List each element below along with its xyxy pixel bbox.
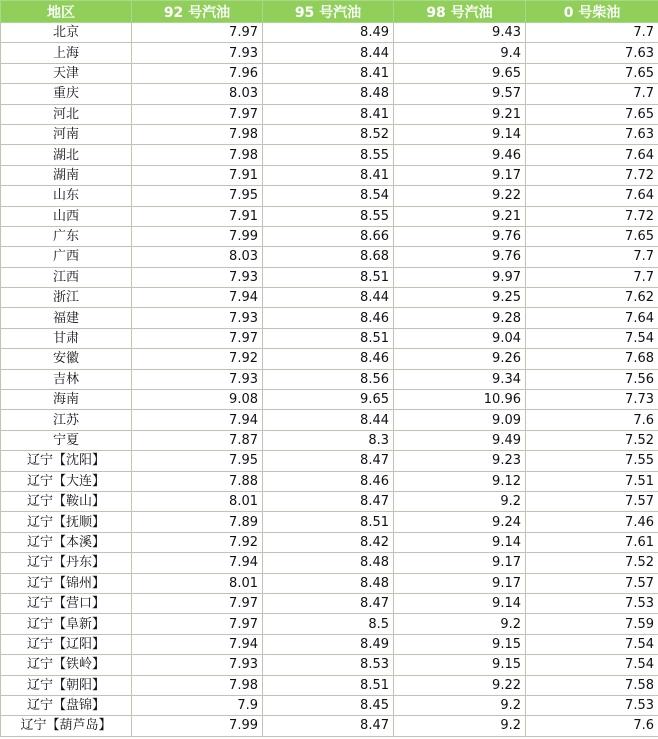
price-diesel-cell: 7.56 — [526, 369, 658, 389]
region-cell: 辽宁【鞍山】 — [1, 491, 132, 511]
price-98-cell: 9.17 — [394, 573, 526, 593]
region-cell: 山东 — [1, 186, 132, 206]
price-98-cell: 9.14 — [394, 532, 526, 552]
price-diesel-cell: 7.68 — [526, 349, 658, 369]
table-row — [1, 145, 658, 165]
region-cell: 海南 — [1, 390, 132, 410]
price-diesel-cell: 7.62 — [526, 288, 658, 308]
table-row — [1, 43, 658, 63]
price-diesel-cell: 7.73 — [526, 390, 658, 410]
price-92-cell: 7.94 — [132, 634, 263, 654]
region-cell: 福建 — [1, 308, 132, 328]
price-98-cell: 9.14 — [394, 593, 526, 613]
price-diesel-cell: 7.65 — [526, 226, 658, 246]
price-95-cell: 8.48 — [263, 553, 394, 573]
header-92-gasoline: 92 号汽油 — [132, 1, 263, 23]
table-row — [1, 206, 658, 226]
price-92-cell: 7.91 — [132, 206, 263, 226]
price-95-cell: 8.44 — [263, 410, 394, 430]
region-cell: 辽宁【盘锦】 — [1, 695, 132, 715]
price-98-cell: 9.25 — [394, 288, 526, 308]
price-92-cell: 7.97 — [132, 614, 263, 634]
table-row — [1, 328, 658, 348]
price-95-cell: 8.66 — [263, 226, 394, 246]
price-92-cell: 7.98 — [132, 675, 263, 695]
price-92-cell: 7.99 — [132, 226, 263, 246]
table-row — [1, 186, 658, 206]
price-95-cell: 8.48 — [263, 573, 394, 593]
price-92-cell: 8.01 — [132, 573, 263, 593]
price-92-cell: 7.94 — [132, 410, 263, 430]
price-diesel-cell: 7.55 — [526, 451, 658, 471]
region-cell: 甘肃 — [1, 328, 132, 348]
price-98-cell: 9.14 — [394, 124, 526, 144]
header-row — [1, 1, 658, 23]
region-cell: 辽宁【铁岭】 — [1, 655, 132, 675]
header-95-gasoline: 95 号汽油 — [263, 1, 394, 23]
table-row — [1, 390, 658, 410]
price-diesel-cell: 7.7 — [526, 247, 658, 267]
table-row — [1, 573, 658, 593]
region-cell: 河南 — [1, 124, 132, 144]
price-92-cell: 7.99 — [132, 716, 263, 736]
price-98-cell: 9.04 — [394, 328, 526, 348]
price-diesel-cell: 7.57 — [526, 573, 658, 593]
region-cell: 辽宁【营口】 — [1, 593, 132, 613]
table-row — [1, 675, 658, 695]
price-98-cell: 9.23 — [394, 451, 526, 471]
region-cell: 广西 — [1, 247, 132, 267]
table-row — [1, 23, 658, 43]
price-92-cell: 8.03 — [132, 84, 263, 104]
price-92-cell: 7.97 — [132, 593, 263, 613]
table-row — [1, 124, 658, 144]
price-diesel-cell: 7.54 — [526, 634, 658, 654]
table-row — [1, 655, 658, 675]
price-92-cell: 7.98 — [132, 145, 263, 165]
price-98-cell: 9.28 — [394, 308, 526, 328]
price-92-cell: 8.01 — [132, 491, 263, 511]
price-95-cell: 8.49 — [263, 634, 394, 654]
price-diesel-cell: 7.54 — [526, 328, 658, 348]
price-98-cell: 9.24 — [394, 512, 526, 532]
table-row — [1, 716, 658, 736]
price-92-cell: 7.96 — [132, 63, 263, 83]
price-95-cell: 8.47 — [263, 451, 394, 471]
price-95-cell: 8.5 — [263, 614, 394, 634]
price-diesel-cell: 7.46 — [526, 512, 658, 532]
price-diesel-cell: 7.57 — [526, 491, 658, 511]
price-98-cell: 9.22 — [394, 675, 526, 695]
region-cell: 辽宁【朝阳】 — [1, 675, 132, 695]
table-row — [1, 614, 658, 634]
price-98-cell: 9.57 — [394, 84, 526, 104]
table-row — [1, 63, 658, 83]
price-92-cell: 7.87 — [132, 430, 263, 450]
price-92-cell: 7.97 — [132, 328, 263, 348]
price-92-cell: 9.08 — [132, 390, 263, 410]
header-0-diesel: 0 号柴油 — [526, 1, 658, 23]
price-95-cell: 8.47 — [263, 491, 394, 511]
table-header — [1, 1, 658, 23]
price-98-cell: 9.15 — [394, 634, 526, 654]
price-92-cell: 7.88 — [132, 471, 263, 491]
price-98-cell: 9.21 — [394, 206, 526, 226]
table-body — [1, 23, 658, 737]
table-row — [1, 104, 658, 124]
price-98-cell: 10.96 — [394, 390, 526, 410]
price-98-cell: 9.2 — [394, 491, 526, 511]
table-row — [1, 226, 658, 246]
price-95-cell: 8.51 — [263, 675, 394, 695]
region-cell: 安徽 — [1, 349, 132, 369]
region-cell: 辽宁【大连】 — [1, 471, 132, 491]
price-diesel-cell: 7.51 — [526, 471, 658, 491]
price-92-cell: 7.93 — [132, 655, 263, 675]
price-92-cell: 7.93 — [132, 308, 263, 328]
price-95-cell: 8.44 — [263, 288, 394, 308]
price-diesel-cell: 7.61 — [526, 532, 658, 552]
price-95-cell: 8.41 — [263, 104, 394, 124]
price-98-cell: 9.12 — [394, 471, 526, 491]
price-diesel-cell: 7.65 — [526, 104, 658, 124]
table-row — [1, 349, 658, 369]
region-cell: 辽宁【葫芦岛】 — [1, 716, 132, 736]
price-95-cell: 8.56 — [263, 369, 394, 389]
region-cell: 湖南 — [1, 165, 132, 185]
price-92-cell: 7.92 — [132, 349, 263, 369]
price-diesel-cell: 7.58 — [526, 675, 658, 695]
price-95-cell: 8.42 — [263, 532, 394, 552]
price-diesel-cell: 7.72 — [526, 206, 658, 226]
region-cell: 江苏 — [1, 410, 132, 430]
price-95-cell: 8.3 — [263, 430, 394, 450]
price-diesel-cell: 7.7 — [526, 23, 658, 43]
price-diesel-cell: 7.52 — [526, 430, 658, 450]
header-98-gasoline: 98 号汽油 — [394, 1, 526, 23]
table-row — [1, 491, 658, 511]
table-row — [1, 369, 658, 389]
region-cell: 北京 — [1, 23, 132, 43]
price-92-cell: 7.93 — [132, 43, 263, 63]
table-row — [1, 532, 658, 552]
table-row — [1, 451, 658, 471]
price-92-cell: 7.97 — [132, 104, 263, 124]
price-diesel-cell: 7.53 — [526, 593, 658, 613]
price-98-cell: 9.2 — [394, 716, 526, 736]
price-95-cell: 8.51 — [263, 328, 394, 348]
price-98-cell: 9.09 — [394, 410, 526, 430]
price-98-cell: 9.17 — [394, 165, 526, 185]
price-diesel-cell: 7.53 — [526, 695, 658, 715]
price-95-cell: 8.46 — [263, 471, 394, 491]
price-98-cell: 9.65 — [394, 63, 526, 83]
price-98-cell: 9.76 — [394, 226, 526, 246]
region-cell: 天津 — [1, 63, 132, 83]
price-95-cell: 8.68 — [263, 247, 394, 267]
price-diesel-cell: 7.6 — [526, 410, 658, 430]
price-98-cell: 9.4 — [394, 43, 526, 63]
price-92-cell: 7.94 — [132, 553, 263, 573]
region-cell: 浙江 — [1, 288, 132, 308]
table-row — [1, 247, 658, 267]
price-98-cell: 9.21 — [394, 104, 526, 124]
price-diesel-cell: 7.52 — [526, 553, 658, 573]
price-95-cell: 8.55 — [263, 206, 394, 226]
region-cell: 广东 — [1, 226, 132, 246]
price-98-cell: 9.46 — [394, 145, 526, 165]
price-92-cell: 7.92 — [132, 532, 263, 552]
table-row — [1, 410, 658, 430]
price-92-cell: 7.98 — [132, 124, 263, 144]
table-row — [1, 308, 658, 328]
price-95-cell: 8.46 — [263, 308, 394, 328]
table-row — [1, 553, 658, 573]
price-98-cell: 9.2 — [394, 695, 526, 715]
region-cell: 重庆 — [1, 84, 132, 104]
price-92-cell: 7.95 — [132, 451, 263, 471]
price-diesel-cell: 7.6 — [526, 716, 658, 736]
price-diesel-cell: 7.64 — [526, 308, 658, 328]
price-95-cell: 8.47 — [263, 593, 394, 613]
region-cell: 辽宁【丹东】 — [1, 553, 132, 573]
price-diesel-cell: 7.7 — [526, 84, 658, 104]
region-cell: 河北 — [1, 104, 132, 124]
price-95-cell: 8.41 — [263, 63, 394, 83]
table-row — [1, 634, 658, 654]
price-95-cell: 8.51 — [263, 512, 394, 532]
table-row — [1, 430, 658, 450]
price-diesel-cell: 7.72 — [526, 165, 658, 185]
price-98-cell: 9.76 — [394, 247, 526, 267]
header-region: 地区 — [1, 1, 132, 23]
price-92-cell: 7.93 — [132, 369, 263, 389]
price-95-cell: 8.47 — [263, 716, 394, 736]
region-cell: 湖北 — [1, 145, 132, 165]
region-cell: 江西 — [1, 267, 132, 287]
price-95-cell: 8.44 — [263, 43, 394, 63]
price-diesel-cell: 7.63 — [526, 124, 658, 144]
price-92-cell: 7.89 — [132, 512, 263, 532]
price-98-cell: 9.15 — [394, 655, 526, 675]
price-95-cell: 8.53 — [263, 655, 394, 675]
price-98-cell: 9.26 — [394, 349, 526, 369]
price-diesel-cell: 7.7 — [526, 267, 658, 287]
price-98-cell: 9.22 — [394, 186, 526, 206]
price-95-cell: 9.65 — [263, 390, 394, 410]
table-row — [1, 84, 658, 104]
price-92-cell: 7.91 — [132, 165, 263, 185]
region-cell: 辽宁【本溪】 — [1, 532, 132, 552]
price-98-cell: 9.49 — [394, 430, 526, 450]
price-95-cell: 8.55 — [263, 145, 394, 165]
price-diesel-cell: 7.63 — [526, 43, 658, 63]
table-row — [1, 165, 658, 185]
table-row — [1, 695, 658, 715]
region-cell: 辽宁【沈阳】 — [1, 451, 132, 471]
region-cell: 上海 — [1, 43, 132, 63]
price-98-cell: 9.17 — [394, 553, 526, 573]
price-92-cell: 8.03 — [132, 247, 263, 267]
price-95-cell: 8.46 — [263, 349, 394, 369]
price-92-cell: 7.9 — [132, 695, 263, 715]
region-cell: 辽宁【锦州】 — [1, 573, 132, 593]
price-diesel-cell: 7.65 — [526, 63, 658, 83]
region-cell: 山西 — [1, 206, 132, 226]
price-diesel-cell: 7.59 — [526, 614, 658, 634]
region-cell: 辽宁【抚顺】 — [1, 512, 132, 532]
table-row — [1, 471, 658, 491]
table-row — [1, 267, 658, 287]
price-92-cell: 7.94 — [132, 288, 263, 308]
region-cell: 辽宁【辽阳】 — [1, 634, 132, 654]
price-95-cell: 8.54 — [263, 186, 394, 206]
price-95-cell: 8.48 — [263, 84, 394, 104]
price-98-cell: 9.97 — [394, 267, 526, 287]
price-98-cell: 9.2 — [394, 614, 526, 634]
price-98-cell: 9.34 — [394, 369, 526, 389]
price-92-cell: 7.95 — [132, 186, 263, 206]
price-diesel-cell: 7.64 — [526, 186, 658, 206]
table-row — [1, 512, 658, 532]
price-diesel-cell: 7.64 — [526, 145, 658, 165]
region-cell: 宁夏 — [1, 430, 132, 450]
region-cell: 辽宁【阜新】 — [1, 614, 132, 634]
price-98-cell: 9.43 — [394, 23, 526, 43]
price-95-cell: 8.49 — [263, 23, 394, 43]
price-92-cell: 7.97 — [132, 23, 263, 43]
price-diesel-cell: 7.54 — [526, 655, 658, 675]
price-95-cell: 8.52 — [263, 124, 394, 144]
region-cell: 吉林 — [1, 369, 132, 389]
price-95-cell: 8.51 — [263, 267, 394, 287]
price-95-cell: 8.45 — [263, 695, 394, 715]
table-row — [1, 288, 658, 308]
price-95-cell: 8.41 — [263, 165, 394, 185]
price-92-cell: 7.93 — [132, 267, 263, 287]
table-row — [1, 593, 658, 613]
